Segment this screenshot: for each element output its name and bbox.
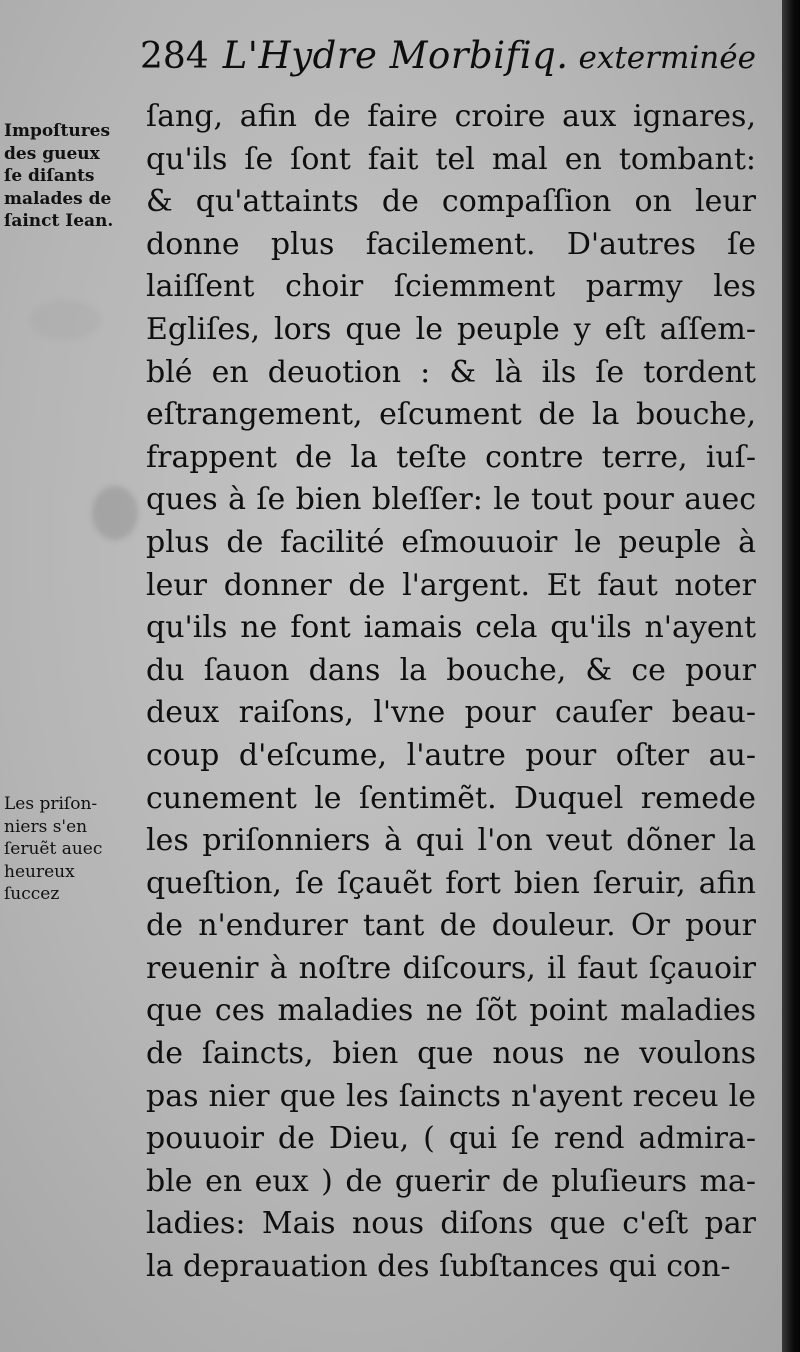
- text-line: blé en deuotion : & là ils ſe tordent: [146, 354, 756, 390]
- text-line: deux raiſons, l'vne pour cauſer beau-: [146, 695, 756, 731]
- running-head: [140, 34, 756, 90]
- marginal-note-line: ſe diſants: [4, 166, 95, 186]
- marginal-note-line: Les priſon-: [4, 794, 98, 814]
- marginal-note-line: niers s'en: [4, 816, 88, 837]
- text-line: queſtion, ſe ſçauẽt fort bien ſeruir, afin: [146, 865, 756, 901]
- text-line: donne plus facilement. D'autres ſe: [146, 226, 756, 262]
- text-line: du ſauon dans la bouche, & ce pour: [146, 652, 756, 688]
- book-edge-shadow: [782, 0, 800, 1352]
- text-line: leur donner de l'argent. Et faut noter: [146, 567, 756, 603]
- marginal-note-line: ſeruẽt auec: [4, 839, 103, 859]
- text-line: les priſonniers à qui l'on veut dõner la: [146, 823, 756, 859]
- text-line: eſtrangement, eſcument de la bouche,: [146, 397, 756, 433]
- text-line: reuenir à noſtre diſcours, il faut ſçauoir: [146, 950, 756, 986]
- paper-stain: [30, 300, 100, 340]
- marginal-note-line: ſainct Iean.: [4, 211, 114, 231]
- running-head-suffix: exterminée: [578, 40, 756, 76]
- text-line: pouuoir de Dieu, ( qui ſe rend admira-: [146, 1121, 756, 1157]
- text-line: Egliſes, lors que le peuple y eſt aſſem-: [146, 311, 756, 347]
- text-line: de ſaincts, bien que nous ne voulons: [146, 1036, 756, 1072]
- marginal-note-line: Impoſtures: [4, 121, 111, 141]
- text-line: frappent de la teſte contre terre, iuſ-: [146, 439, 756, 475]
- text-line: laiſſent choir ſciemment parmy les: [146, 269, 756, 305]
- marginal-note-impostures: [4, 120, 138, 233]
- marginal-note-prisonniers: [4, 793, 138, 906]
- text-line: qu'ils ſe ſont fait tel mal en tombant:: [146, 141, 756, 177]
- marginal-note-line: heureux: [4, 861, 75, 882]
- text-line: qu'ils ne font iamais cela qu'ils n'ayent: [146, 610, 756, 646]
- text-line: ladies: Mais nous diſons que c'eſt par: [146, 1206, 756, 1242]
- body-text: [146, 96, 756, 1289]
- marginal-note-line: ſuccez: [4, 884, 60, 904]
- marginal-note-line: malades de: [4, 188, 112, 209]
- marginal-note-line: des gueux: [4, 143, 100, 164]
- page-number: 284: [140, 36, 209, 77]
- text-line: ſang, afin de faire croire aux ignares,: [146, 99, 756, 134]
- text-line: pas nier que les ſaincts n'ayent receu le: [146, 1078, 756, 1114]
- running-head-title: L'Hydre Morbifiq.: [222, 34, 569, 77]
- text-line: ble en eux ) de guerir de pluſieurs ma-: [146, 1163, 756, 1199]
- text-line: de n'endurer tant de douleur. Or pour: [146, 908, 756, 944]
- text-line: ques à ſe bien bleſſer: le tout pour auec: [146, 482, 756, 518]
- text-line: la deprauation des ſubſtances qui con-: [146, 1249, 731, 1285]
- text-line: que ces maladies ne ſõt point maladies: [146, 993, 756, 1029]
- text-line: cunement le ſentimẽt. Duquel remede: [146, 780, 756, 816]
- text-line: plus de facilité eſmouuoir le peuple à: [146, 524, 756, 560]
- text-line: & qu'attaints de compaſſion on leur: [146, 184, 756, 220]
- paper-stain: [92, 486, 138, 540]
- text-line: coup d'eſcume, l'autre pour oſter au-: [146, 737, 756, 773]
